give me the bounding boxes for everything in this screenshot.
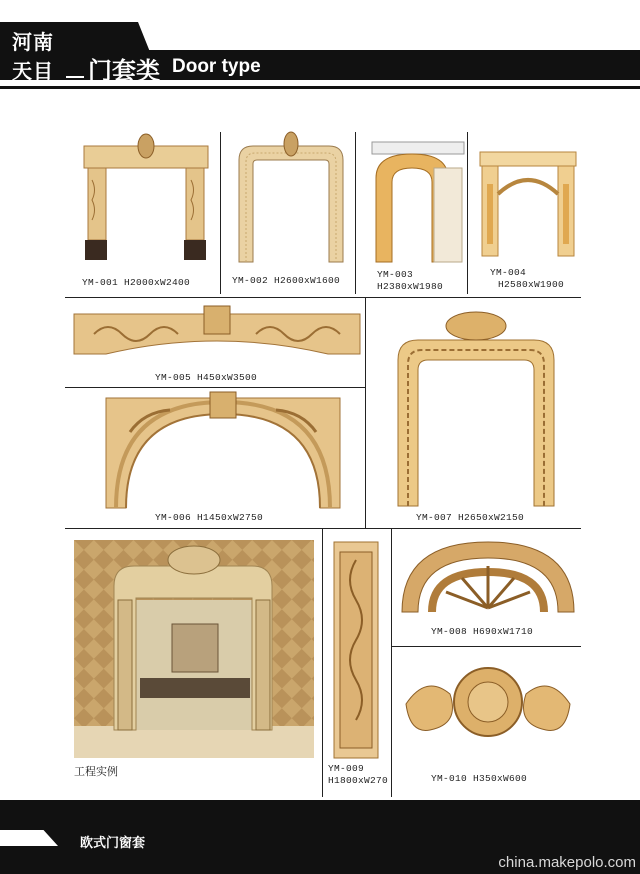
- product-label-ym004-line2: H2580xW1900: [498, 279, 565, 290]
- product-image-ym002: [235, 130, 347, 262]
- product-label-ym003-line2: H2380xW1980: [377, 281, 444, 292]
- divider-v6: [391, 529, 392, 797]
- product-label-ym004-line1: YM-004: [490, 267, 527, 278]
- divider-h4: [392, 646, 581, 647]
- project-example-caption: 工程实例: [74, 765, 118, 778]
- brand-line1: 河南: [12, 30, 54, 54]
- product-label-ym009-line2: H1800xW270: [328, 775, 389, 786]
- product-label-ym006: YM-006 H1450xW2750: [155, 512, 264, 523]
- header-rule: [0, 86, 640, 89]
- divider-v1: [220, 132, 221, 294]
- divider-v2: [355, 132, 356, 294]
- product-label-ym007: YM-007 H2650xW2150: [416, 512, 525, 523]
- product-label-ym005: YM-005 H450xW3500: [155, 372, 258, 383]
- product-image-ym003: [372, 138, 466, 262]
- product-image-ym008: [402, 542, 574, 612]
- product-image-ym009: [334, 542, 378, 758]
- watermark: china.makepolo.com: [498, 854, 636, 871]
- brand-underline: [66, 76, 84, 78]
- product-image-ym004: [478, 148, 578, 256]
- product-label-ym010: YM-010 H350xW600: [431, 773, 528, 784]
- project-example-photo: [74, 540, 314, 758]
- divider-v3: [467, 132, 468, 294]
- category-title-en: Door type: [172, 56, 261, 77]
- product-label-ym009-line1: YM-009: [328, 763, 365, 774]
- product-image-ym007: [394, 308, 558, 506]
- product-label-ym003-line1: YM-003: [377, 269, 414, 280]
- divider-v5: [322, 529, 323, 797]
- product-image-ym006: [106, 392, 340, 508]
- footer-title: 欧式门窗套: [80, 836, 146, 851]
- product-image-ym005: [74, 306, 360, 356]
- brand-line2: 天目: [12, 59, 54, 83]
- product-image-ym001: [82, 130, 212, 262]
- divider-h3: [65, 528, 581, 529]
- divider-v4: [365, 298, 366, 528]
- category-title-cn: 门套类: [88, 57, 160, 85]
- product-label-ym002: YM-002 H2600xW1600: [232, 275, 341, 286]
- divider-h2: [65, 387, 365, 388]
- product-label-ym008: YM-008 H690xW1710: [431, 626, 534, 637]
- product-image-ym010: [402, 654, 574, 754]
- product-label-ym001: YM-001 H2000xW2400: [82, 277, 191, 288]
- divider-h1: [65, 297, 581, 298]
